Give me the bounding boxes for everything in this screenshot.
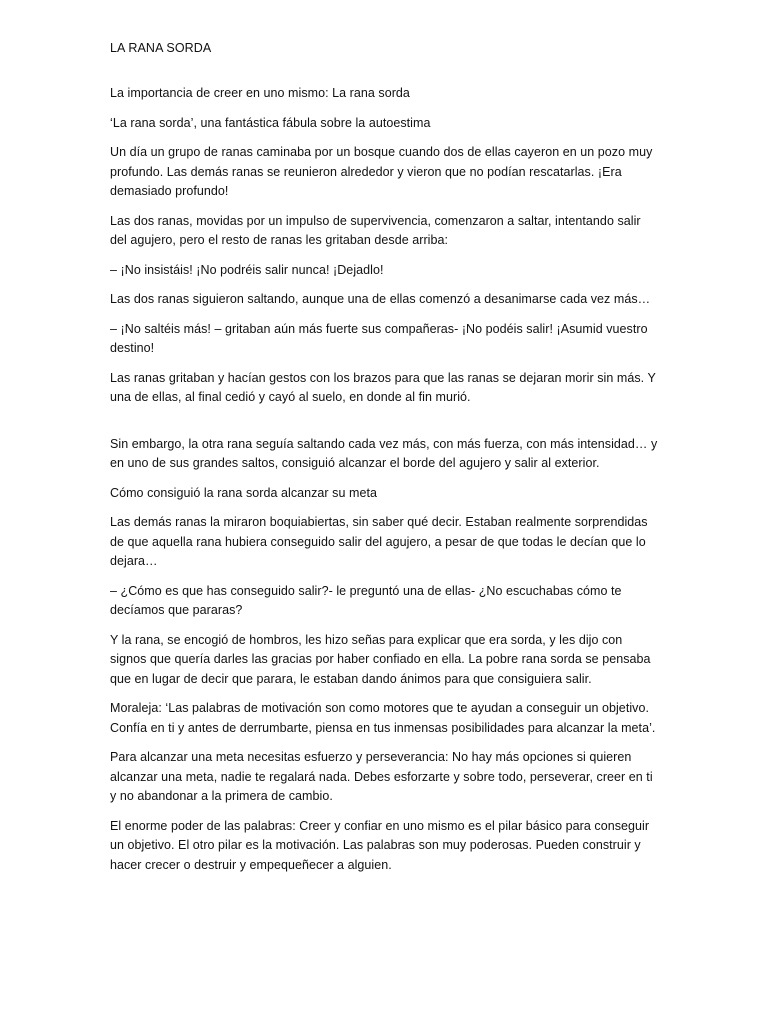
paragraph-section-heading: Cómo consiguió la rana sorda alcanzar su meta [110,485,377,500]
paragraph-dialogue: – ¡No saltéis más! – gritaban aún más fuerte sus compañeras- ¡No podéis salir! ¡Asumid vuestro destino! [110,321,648,355]
document-page [110,38,658,885]
paragraph-dialogue: – ¡No insistáis! ¡No podréis salir nunca! ¡Dejadlo! [110,262,384,277]
document-title: LA RANA SORDA [110,41,212,55]
paragraph: El enorme poder de las palabras: Creer y confiar en uno mismo es el pilar básico para conseguir un objetivo. El otro pilar es la motivación. Las palabras son muy poderosas. Pueden construir y hacer crecer o destruir y empequeñecer a alguien. [110,818,650,872]
paragraph: Las dos ranas, movidas por un impulso de supervivencia, comenzaron a saltar, intentando salir del agujero, pero el resto de ranas les gritaban desde arriba: [110,213,641,247]
paragraph-moral: Moraleja: ‘Las palabras de motivación son como motores que te ayudan a conseguir un objetivo. Confía en ti y antes de derrumbarte, piensa en tus inmensas posibilidades para alcanzar la meta’. [110,701,656,735]
paragraph: Las ranas gritaban y hacían gestos con los brazos para que las ranas se dejaran morir sin más. Y una de ellas, al final cedió y cayó al suelo, en donde al fin murió. [110,370,656,404]
paragraph: Y la rana, se encogió de hombros, les hizo señas para explicar que era sorda, y les dijo con signos que quería darles las gracias por haber confiado en ella. La pobre rana sorda se pensaba que en lugar de decir que parara, le estaban dando ánimos para que consiguiera salir. [110,632,651,686]
paragraph-heading: ‘La rana sorda’, una fantástica fábula sobre la autoestima [110,115,431,130]
paragraph: Las demás ranas la miraron boquiabiertas, sin saber qué decir. Estaban realmente sorprendidas de que aquella rana hubiera conseguido salir del agujero, a pesar de que todas le decían que lo dejara… [110,515,648,568]
paragraph: Para alcanzar una meta necesitas esfuerzo y perseverancia: No hay más opciones si quieren alcanzar una meta, nadie te regalará nada. Debes esforzarte y sobre todo, perseverar, creer en ti y no abandonar a la primera de cambio. [110,750,653,803]
paragraph: Un día un grupo de ranas caminaba por un bosque cuando dos de ellas cayeron en un pozo muy profundo. Las demás ranas se reunieron alrededor y vieron que no podían rescatarlas. ¡Era demasiado profundo! [110,145,653,198]
paragraph: Las dos ranas siguieron saltando, aunque una de ellas comenzó a desanimarse cada vez más… [110,292,651,306]
paragraph-subtitle: La importancia de creer en uno mismo: La rana sorda [110,86,410,100]
paragraph-dialogue: – ¿Cómo es que has conseguido salir?- le preguntó una de ellas- ¿No escuchabas cómo te decíamos que pararas? [110,583,622,617]
paragraph: Sin embargo, la otra rana seguía saltando cada vez más, con más fuerza, con más intensidad… y en uno de sus grandes saltos, consiguió alcanzar el borde del agujero y salir al exterior. [110,436,658,470]
